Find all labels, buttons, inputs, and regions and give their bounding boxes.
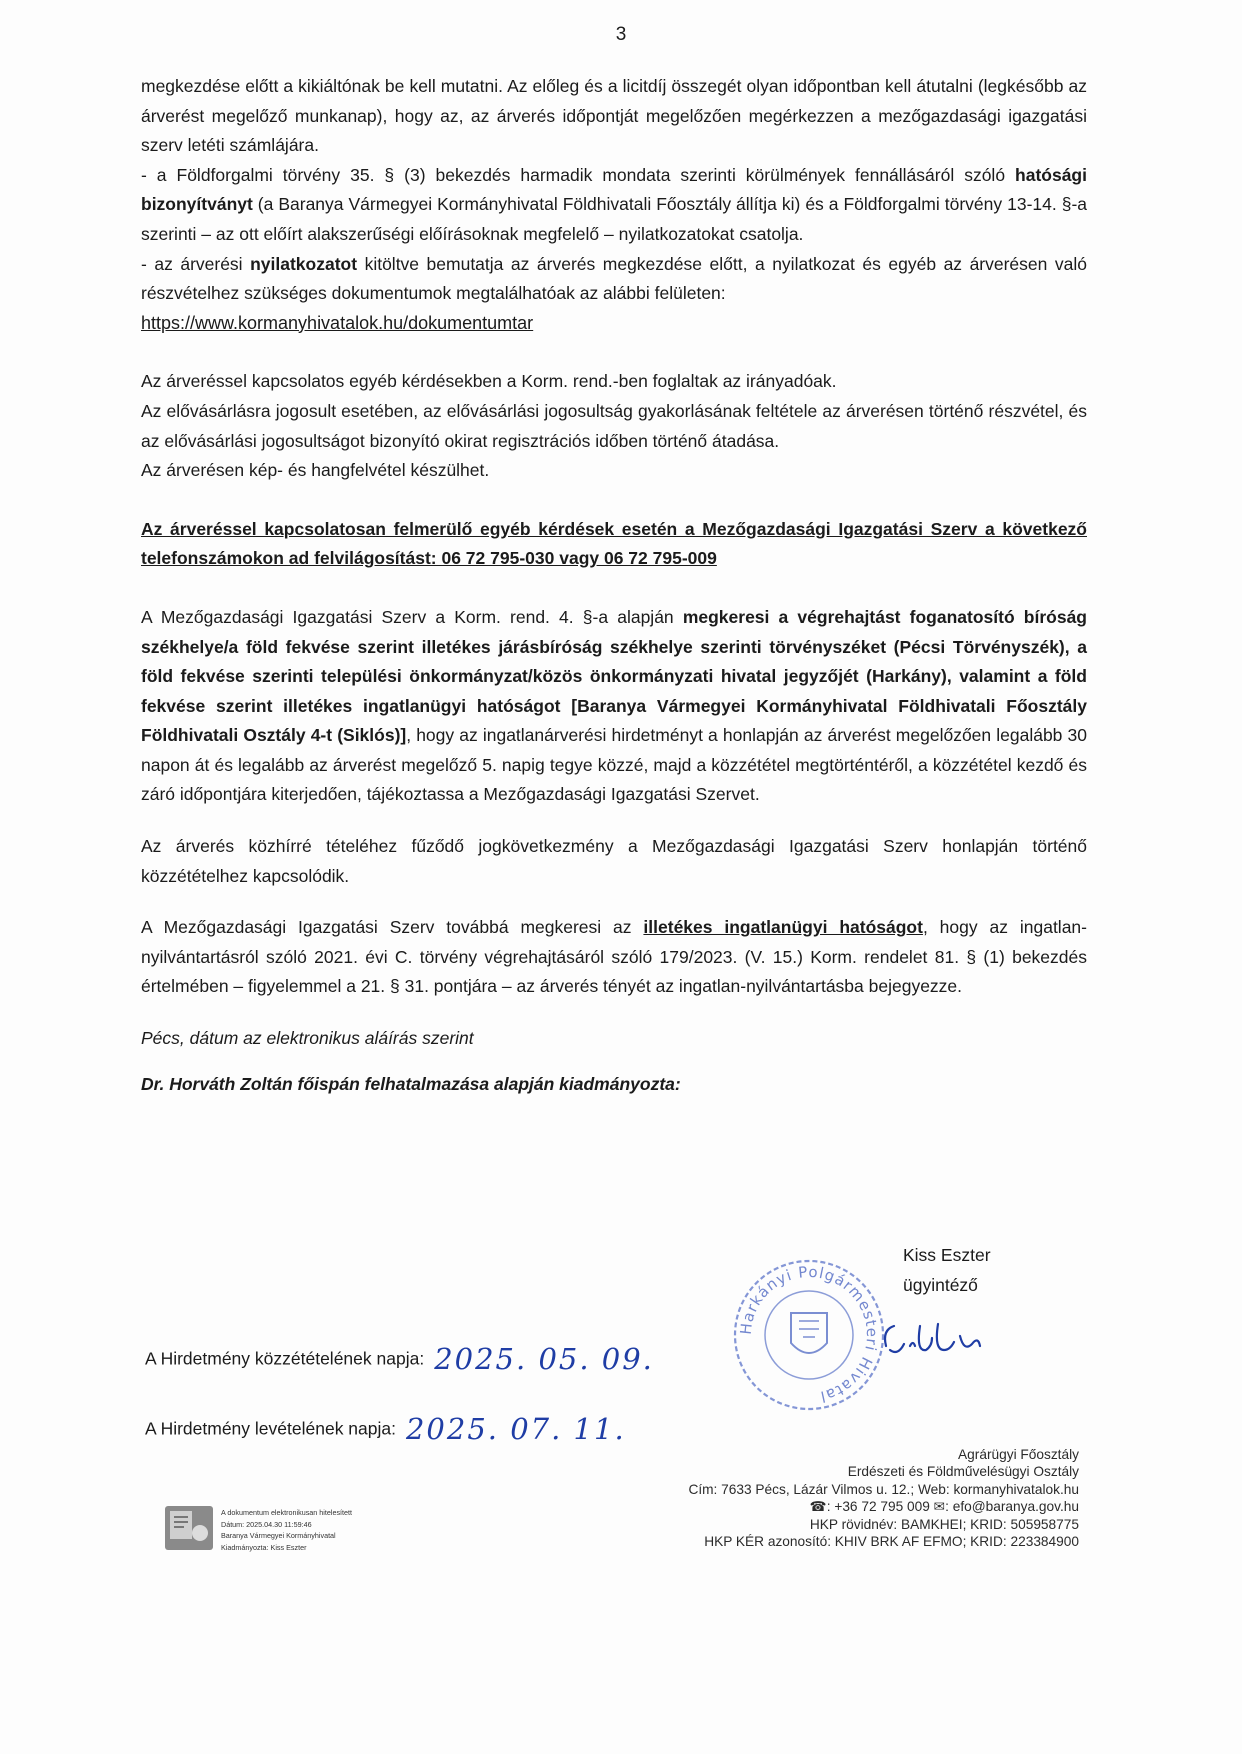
posted-date-value: 2025. 05. 09. [434, 1342, 654, 1376]
signer-title: ügyintéző [903, 1275, 978, 1295]
footer-hkp-ker: HKP KÉR azonosító: KHIV BRK AF EFMO; KRID: 223384900 [704, 1534, 1079, 1550]
page-number: 3 [615, 24, 627, 45]
removed-date-value: 2025. 07. 11. [405, 1412, 626, 1446]
paragraph-legal-effect: Az árverés közhírré tételéhez fűződő jogkövetkezmény a Mezőgazdasági Igazgatási Szerv honlapján történő közzétételhez kapcsolódik. [141, 836, 1087, 886]
footer-contact-block [688, 1446, 1079, 1550]
footer-contact: ☎: +36 72 795 009 ✉: efo@baranya.gov.hu [809, 1499, 1079, 1515]
document-library-link[interactable]: https://www.kormanyhivatalok.hu/dokumentumtar [141, 312, 534, 333]
bullet-declaration: - az árverési nyilatkozatot kitöltve bemutatja az árverés megkezdése előtt, a nyilatkozat és egyéb az árverésen való részvételhez szükséges dokumentumok megtalálhatóak az alábbi felületen: [141, 253, 1087, 304]
bold-authorities: megkeresi a végrehajtást foganatosító bíróság székhelye/a föld fekvése szerint illetékes járásbíróság székhelye szerinti törvényszéket (Pécsi Törvényszék), a föld fekvése szerinti települési önkormányzat/közös önkormányzati hivatal jegyzőjét (Harkány), valamint a föld fekvése szerint illetékes ingatlanügyi hatóságot [Baranya Vármegyei Kormányhivatal Földhivatali Főosztály Földhivatali Osztály 4-t (Siklós)] [141, 606, 1087, 746]
paragraph-preemption: Az elővásárlásra jogosult esetében, az elővásárlási jogosultság gyakorlásának feltétele az árverésen történő részvétel, és az elővásárlási jogosultságot bizonyító okirat regisztrációs időben történő átadása. [141, 400, 1087, 451]
footer-hkp: HKP rövidnév: BAMKHEI; KRID: 505958775 [809, 1516, 1079, 1532]
bold-declaration: nyilatkozatot [250, 253, 358, 274]
footer-unit: Erdészeti és Földművelésügyi Osztály [847, 1464, 1079, 1480]
municipality-stamp [729, 1255, 889, 1415]
paragraph-deposit: megkezdése előtt a kikiáltónak be kell mutatni. Az előleg és a licitdíj összegét olyan időpontban kell átutalni (legkésőbb az árverést megelőző munkanap), hogy az, az árverés időpontját megelőzően megérkezzen a mezőgazdasági igazgatási szerv letéti számlájára. [141, 76, 1087, 156]
handwritten-signature [880, 1316, 1000, 1366]
signer-block [903, 1240, 991, 1300]
e-seal-text: A dokumentum elektronikusan hitelesített Dátum: 2025.04.30 11:59:46 Baranya Vármegyei Kormányhivatal Kiadmányozta: Kiss Eszter [221, 1508, 353, 1552]
signer-name: Kiss Eszter [903, 1245, 991, 1265]
svg-text:Harkányi Polgármesteri Hivatal [737, 1263, 881, 1406]
stamp-text: Harkányi Polgármesteri Hivatal [736, 1262, 882, 1406]
footer-dept: Agrárügyi Főosztály [958, 1447, 1079, 1462]
posted-date-line: A Hirdetmény közzétételének napja: 2025. 05. 09. [145, 1342, 654, 1376]
paragraph-recording: Az árverésen kép- és hangfelvétel készülhet. [141, 460, 490, 481]
requirements-section [141, 72, 1087, 1099]
paragraph-governing-rules: Az árveréssel kapcsolatos egyéb kérdésekben a Korm. rend.-ben foglaltak az irányadóak. [141, 371, 837, 392]
authority-line: Dr. Horváth Zoltán főispán felhatalmazása alapján kiadmányozta: [141, 1073, 681, 1094]
contact-notice: Az árveréssel kapcsolatosan felmerülő egyéb kérdések esetén a Mezőgazdasági Igazgatási Szerv a következő telefonszámokon ad felvilágosítást: 06 72 795-030 vagy 06 72 795-009 [141, 518, 1087, 569]
paragraph-requests: A Mezőgazdasági Igazgatási Szerv a Korm. rend. 4. §-a alapján megkeresi a végrehajtást foganatosító bíróság székhelye/a föld fekvése szerint illetékes járásbíróság székhelye szerinti törvényszéket (Pécsi Törvényszék), a föld fekvése szerinti települési önkormányzat/közös önkormányzati hivatal jegyzőjét (Harkány), valamint a föld fekvése szerint illetékes ingatlanügyi hatóságot [Baranya Vármegyei Kormányhivatal Földhivatali Főosztály Földhivatali Osztály 4-t (Siklós)], hogy az ingatlanárverési hirdetményt a honlapján az árverést megelőzően legalább 30 napon át és legalább az árverést megelőző 5. napig tegye közzé, majd a közzététel megtörténtéről, a közzététel kezdő és záró időpontjára kiterjedően, tájékoztassa a Mezőgazdasági Igazgatási Szervet. [141, 606, 1087, 805]
place-and-date: Pécs, dátum az elektronikus aláírás szerint [141, 1028, 474, 1049]
removed-date-line: A Hirdetmény levételének napja: 2025. 07. 11. [145, 1412, 626, 1446]
bold-land-authority: illetékes ingatlanügyi hatóságot [643, 917, 923, 938]
paragraph-registry: A Mezőgazdasági Igazgatási Szerv továbbá megkeresi az illetékes ingatlanügyi hatóságot, hogy az ingatlan-nyilvántartásról szóló 2021. évi C. törvény végrehajtásáról szóló 179/2023. (V. 15.) Korm. rendelet 81. § (1) bekezdés értelmében – figyelemmel a 21. § 31. pontjára – az árverés tényét az ingatlan-nyilvántartásba bejegyezze. [141, 917, 1087, 997]
bullet-certificate: - a Földforgalmi törvény 35. § (3) bekezdés harmadik mondata szerinti körülmények fennállásáról szóló hatósági bizonyítványt (a Baranya Vármegyei Kormányhivatal Földhivatali Főosztály állítja ki) és a Földforgalmi törvény 13-14. §-a szerinti – az ott előírt alakszerűségi előírásoknak megfelelő – nyilatkozatokat csatolja. [141, 164, 1087, 244]
coat-of-arms-icon [791, 1313, 827, 1353]
e-seal-icon [164, 1505, 214, 1551]
bold-certificate: hatósági bizonyítványt [141, 164, 1087, 215]
footer-address: Cím: 7633 Pécs, Lázár Vilmos u. 12.; Web: kormanyhivatalok.hu [688, 1481, 1079, 1497]
